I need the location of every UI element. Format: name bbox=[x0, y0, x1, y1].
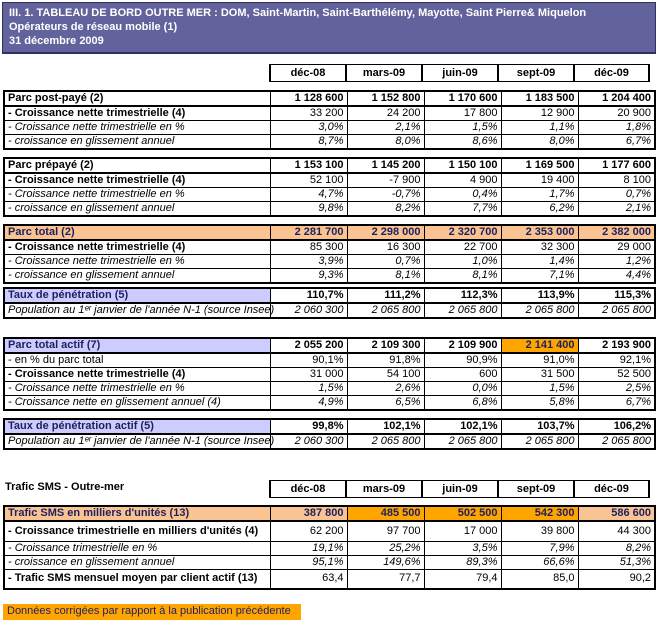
value-cell: 1 169 500 bbox=[501, 158, 578, 173]
value-cell: 2 065 800 bbox=[347, 303, 424, 318]
value-cell: 111,2% bbox=[347, 288, 424, 303]
row-label: - croissance en glissement annuel bbox=[4, 202, 270, 217]
value-cell: 19,1% bbox=[270, 541, 347, 555]
table-row bbox=[4, 288, 655, 303]
title-line-1: III. 1. TABLEAU DE BORD OUTRE MER : DOM, Saint-Martin, Saint-Barthélémy, Mayotte, Saint Pierre& Miquelon bbox=[9, 7, 587, 19]
value-cell: 5,8% bbox=[501, 396, 578, 411]
value-cell: 32 300 bbox=[501, 240, 578, 255]
value-cell: 2,6% bbox=[347, 382, 424, 396]
value-cell: 20 900 bbox=[578, 106, 655, 121]
value-cell: -7 900 bbox=[347, 173, 424, 188]
value-cell: 4,4% bbox=[578, 269, 655, 284]
value-cell: 63,4 bbox=[270, 569, 347, 589]
value-cell: 92,1% bbox=[578, 353, 655, 368]
value-cell: 115,3% bbox=[578, 288, 655, 303]
value-cell: 8,2% bbox=[347, 202, 424, 217]
value-cell: 39 800 bbox=[501, 521, 578, 541]
value-cell: 12 900 bbox=[501, 106, 578, 121]
value-cell: 79,4 bbox=[424, 569, 501, 589]
column-header: déc-09 bbox=[573, 480, 650, 498]
value-cell: 2 060 300 bbox=[270, 434, 347, 449]
value-cell: 2 109 300 bbox=[347, 338, 424, 353]
value-cell: 91,8% bbox=[347, 353, 424, 368]
table-row bbox=[4, 368, 655, 382]
column-header: juin-09 bbox=[421, 64, 498, 82]
row-label: Population au 1ᵉʳ janvier de l'année N-1 (source Insee) bbox=[4, 303, 270, 318]
value-cell: 2,1% bbox=[347, 121, 424, 135]
value-cell: 8,1% bbox=[347, 269, 424, 284]
value-cell: 1 204 400 bbox=[578, 91, 655, 106]
value-cell: 6,8% bbox=[424, 396, 501, 411]
value-cell: 485 500 bbox=[347, 506, 424, 521]
value-cell: 2 065 800 bbox=[424, 303, 501, 318]
value-cell: 1 128 600 bbox=[270, 91, 347, 106]
value-cell: 8 100 bbox=[578, 173, 655, 188]
value-cell: 113,9% bbox=[501, 288, 578, 303]
value-cell: 97 700 bbox=[347, 521, 424, 541]
row-label: - croissance en glissement annuel bbox=[4, 135, 270, 150]
section-taux-penetration-actif bbox=[3, 418, 656, 450]
column-header: mars-09 bbox=[345, 64, 422, 82]
row-label: Taux de pénétration actif (5) bbox=[4, 419, 270, 434]
row-label: - Croissance nette trimestrielle en % bbox=[4, 121, 270, 135]
value-cell: 33 200 bbox=[270, 106, 347, 121]
column-header: déc-09 bbox=[573, 64, 650, 82]
value-cell: 2 055 200 bbox=[270, 338, 347, 353]
value-cell: 3,0% bbox=[270, 121, 347, 135]
table-row bbox=[4, 121, 655, 135]
table-row bbox=[4, 303, 655, 318]
section-taux-penetration bbox=[3, 287, 656, 319]
section-parc-prepaye bbox=[3, 157, 656, 217]
value-cell: 0,4% bbox=[424, 188, 501, 202]
row-label: - Croissance trimestrielle en % bbox=[4, 541, 270, 555]
value-cell: 90,1% bbox=[270, 353, 347, 368]
value-cell: 8,6% bbox=[424, 135, 501, 150]
value-cell: 1,7% bbox=[501, 188, 578, 202]
value-cell: 90,9% bbox=[424, 353, 501, 368]
value-cell: 1,8% bbox=[578, 121, 655, 135]
value-cell: 44 300 bbox=[578, 521, 655, 541]
value-cell: 102,1% bbox=[347, 419, 424, 434]
column-headers-top bbox=[269, 64, 658, 82]
row-label: - Croissance nette trimestrielle en % bbox=[4, 382, 270, 396]
value-cell: 6,7% bbox=[578, 396, 655, 411]
row-label: Parc prépayé (2) bbox=[4, 158, 270, 173]
value-cell: 2 320 700 bbox=[424, 225, 501, 240]
value-cell: 502 500 bbox=[424, 506, 501, 521]
table-row bbox=[4, 135, 655, 150]
value-cell: 8,1% bbox=[424, 269, 501, 284]
section-parc-post-paye bbox=[3, 90, 656, 150]
value-cell: 89,3% bbox=[424, 555, 501, 569]
section-trafic-sms bbox=[3, 505, 656, 590]
section-parc-total-actif bbox=[3, 337, 656, 411]
row-label: - Trafic SMS mensuel moyen par client actif (13) bbox=[4, 569, 270, 589]
column-header: juin-09 bbox=[421, 480, 498, 498]
value-cell: 8,0% bbox=[501, 135, 578, 150]
value-cell: 25,2% bbox=[347, 541, 424, 555]
row-label: - Croissance trimestrielle en milliers d'unités (4) bbox=[4, 521, 270, 541]
sms-sections bbox=[0, 505, 658, 590]
table-row bbox=[4, 419, 655, 434]
value-cell: 19 400 bbox=[501, 173, 578, 188]
row-label: - croissance en glissement annuel bbox=[4, 555, 270, 569]
table-row bbox=[4, 569, 655, 589]
value-cell: 0,7% bbox=[578, 188, 655, 202]
value-cell: 4,9% bbox=[270, 396, 347, 411]
column-header: déc-08 bbox=[269, 64, 346, 82]
value-cell: 4 900 bbox=[424, 173, 501, 188]
value-cell: 90,2 bbox=[578, 569, 655, 589]
table-row bbox=[4, 255, 655, 269]
value-cell: 66,6% bbox=[501, 555, 578, 569]
value-cell: 85 300 bbox=[270, 240, 347, 255]
table-row bbox=[4, 225, 655, 240]
row-label: Parc total actif (7) bbox=[4, 338, 270, 353]
row-label: Taux de pénétration (5) bbox=[4, 288, 270, 303]
value-cell: 110,7% bbox=[270, 288, 347, 303]
value-cell: 2 065 800 bbox=[347, 434, 424, 449]
value-cell: 2 065 800 bbox=[578, 303, 655, 318]
value-cell: 7,9% bbox=[501, 541, 578, 555]
value-cell: 2 281 700 bbox=[270, 225, 347, 240]
column-headers-sms bbox=[269, 480, 658, 498]
value-cell: 103,7% bbox=[501, 419, 578, 434]
value-cell: 2 193 900 bbox=[578, 338, 655, 353]
value-cell: 2 109 900 bbox=[424, 338, 501, 353]
value-cell: 51,3% bbox=[578, 555, 655, 569]
value-cell: 1 170 600 bbox=[424, 91, 501, 106]
row-label: - croissance en glissement annuel bbox=[4, 269, 270, 284]
row-label: - Croissance nette trimestrielle (4) bbox=[4, 106, 270, 121]
value-cell: 52 100 bbox=[270, 173, 347, 188]
value-cell: 1,5% bbox=[501, 382, 578, 396]
value-cell: 7,1% bbox=[501, 269, 578, 284]
value-cell: 6,7% bbox=[578, 135, 655, 150]
row-label: - Croissance nette trimestrielle (4) bbox=[4, 240, 270, 255]
value-cell: 24 200 bbox=[347, 106, 424, 121]
value-cell: 1,5% bbox=[270, 382, 347, 396]
row-label: - Croissance nette trimestrielle (4) bbox=[4, 368, 270, 382]
row-label: - Croissance nette en glissement annuel (4) bbox=[4, 396, 270, 411]
value-cell: 91,0% bbox=[501, 353, 578, 368]
value-cell: 52 500 bbox=[578, 368, 655, 382]
dashboard-page bbox=[0, 2, 658, 617]
table-row bbox=[4, 396, 655, 411]
value-cell: 62 200 bbox=[270, 521, 347, 541]
row-label: Population au 1ᵉʳ janvier de l'année N-1 (source Insee) bbox=[4, 434, 270, 449]
table-row bbox=[4, 202, 655, 217]
value-cell: 0,7% bbox=[347, 255, 424, 269]
value-cell: 8,0% bbox=[347, 135, 424, 150]
value-cell: 1 183 500 bbox=[501, 91, 578, 106]
table-row bbox=[4, 382, 655, 396]
value-cell: 8,2% bbox=[578, 541, 655, 555]
value-cell: 2 353 000 bbox=[501, 225, 578, 240]
value-cell: 2 141 400 bbox=[501, 338, 578, 353]
value-cell: 542 300 bbox=[501, 506, 578, 521]
value-cell: 106,2% bbox=[578, 419, 655, 434]
title-line-3: 31 décembre 2009 bbox=[9, 35, 104, 47]
value-cell: 54 100 bbox=[347, 368, 424, 382]
table-row bbox=[4, 338, 655, 353]
value-cell: 2 065 800 bbox=[578, 434, 655, 449]
value-cell: 6,5% bbox=[347, 396, 424, 411]
value-cell: 29 000 bbox=[578, 240, 655, 255]
title-block bbox=[2, 2, 656, 54]
value-cell: 3,9% bbox=[270, 255, 347, 269]
value-cell: 149,6% bbox=[347, 555, 424, 569]
value-cell: 1,0% bbox=[424, 255, 501, 269]
sms-section-label: Trafic SMS - Outre-mer bbox=[5, 481, 125, 493]
value-cell: 112,3% bbox=[424, 288, 501, 303]
table-row bbox=[4, 91, 655, 106]
value-cell: 1,4% bbox=[501, 255, 578, 269]
table-row bbox=[4, 541, 655, 555]
value-cell: -0,7% bbox=[347, 188, 424, 202]
row-label: - Croissance nette trimestrielle en % bbox=[4, 188, 270, 202]
value-cell: 1 152 800 bbox=[347, 91, 424, 106]
value-cell: 1,1% bbox=[501, 121, 578, 135]
value-cell: 1 177 600 bbox=[578, 158, 655, 173]
value-cell: 22 700 bbox=[424, 240, 501, 255]
value-cell: 3,5% bbox=[424, 541, 501, 555]
value-cell: 17 000 bbox=[424, 521, 501, 541]
table-row bbox=[4, 353, 655, 368]
value-cell: 31 500 bbox=[501, 368, 578, 382]
row-label: Trafic SMS en milliers d'unités (13) bbox=[4, 506, 270, 521]
row-label: - Croissance nette trimestrielle (4) bbox=[4, 173, 270, 188]
main-sections bbox=[0, 90, 658, 450]
value-cell: 2 382 000 bbox=[578, 225, 655, 240]
value-cell: 1 150 100 bbox=[424, 158, 501, 173]
value-cell: 2 060 300 bbox=[270, 303, 347, 318]
row-label: Parc total (2) bbox=[4, 225, 270, 240]
title-line-2: Opérateurs de réseau mobile (1) bbox=[9, 21, 178, 33]
value-cell: 1 153 100 bbox=[270, 158, 347, 173]
table-row bbox=[4, 434, 655, 449]
value-cell: 8,7% bbox=[270, 135, 347, 150]
value-cell: 1,5% bbox=[424, 121, 501, 135]
column-header: mars-09 bbox=[345, 480, 422, 498]
value-cell: 95,1% bbox=[270, 555, 347, 569]
table-row bbox=[4, 106, 655, 121]
table-row bbox=[4, 506, 655, 521]
value-cell: 2 065 800 bbox=[501, 303, 578, 318]
value-cell: 2 065 800 bbox=[501, 434, 578, 449]
table-row bbox=[4, 555, 655, 569]
value-cell: 85,0 bbox=[501, 569, 578, 589]
table-row bbox=[4, 173, 655, 188]
value-cell: 9,8% bbox=[270, 202, 347, 217]
row-label: - Croissance nette trimestrielle en % bbox=[4, 255, 270, 269]
table-row bbox=[4, 158, 655, 173]
table-row bbox=[4, 269, 655, 284]
value-cell: 102,1% bbox=[424, 419, 501, 434]
value-cell: 7,7% bbox=[424, 202, 501, 217]
value-cell: 2,1% bbox=[578, 202, 655, 217]
value-cell: 2,5% bbox=[578, 382, 655, 396]
sms-header-row bbox=[0, 480, 658, 498]
column-header: sept-09 bbox=[497, 480, 574, 498]
value-cell: 586 600 bbox=[578, 506, 655, 521]
value-cell: 2 298 000 bbox=[347, 225, 424, 240]
row-label: Parc post-payé (2) bbox=[4, 91, 270, 106]
value-cell: 9,3% bbox=[270, 269, 347, 284]
value-cell: 0,0% bbox=[424, 382, 501, 396]
table-row bbox=[4, 521, 655, 541]
column-header: déc-08 bbox=[269, 480, 346, 498]
value-cell: 387 800 bbox=[270, 506, 347, 521]
table-row bbox=[4, 240, 655, 255]
table-row bbox=[4, 188, 655, 202]
value-cell: 6,2% bbox=[501, 202, 578, 217]
value-cell: 1,2% bbox=[578, 255, 655, 269]
value-cell: 1 145 200 bbox=[347, 158, 424, 173]
row-label: - en % du parc total bbox=[4, 353, 270, 368]
value-cell: 2 065 800 bbox=[424, 434, 501, 449]
value-cell: 31 000 bbox=[270, 368, 347, 382]
value-cell: 600 bbox=[424, 368, 501, 382]
section-parc-total bbox=[3, 224, 656, 284]
column-header: sept-09 bbox=[497, 64, 574, 82]
value-cell: 99,8% bbox=[270, 419, 347, 434]
value-cell: 77,7 bbox=[347, 569, 424, 589]
value-cell: 17 800 bbox=[424, 106, 501, 121]
footer-note: Données corrigées par rapport à la publication précédente bbox=[3, 604, 301, 620]
value-cell: 4,7% bbox=[270, 188, 347, 202]
value-cell: 16 300 bbox=[347, 240, 424, 255]
